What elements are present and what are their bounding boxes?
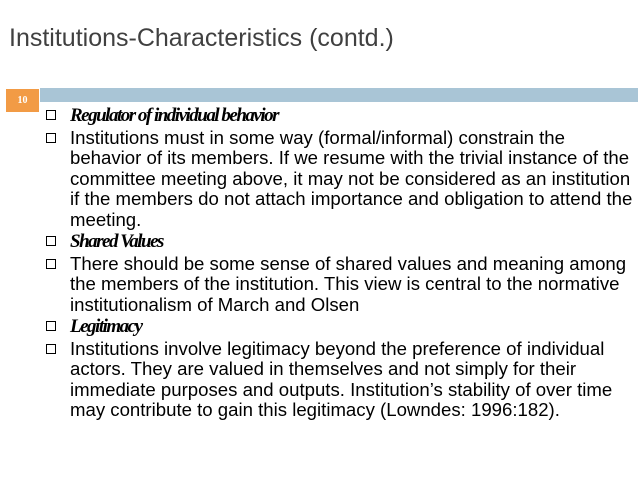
slide-title: Institutions-Characteristics (contd.) (9, 24, 394, 52)
bullet-text: There should be some sense of shared values and meaning among the members of the institution. This view is central to the normative institutionalism of March and Olsen (70, 252, 627, 315)
bullet-text: Institutions must in some way (formal/informal) constrain the behavior of its members. If we resume with the trivial instance of the committee meeting above, it may not be considered as an institution if the members do not attach importance and obligation to attend the meeting. (70, 126, 633, 230)
bullet-text: Shared Values (70, 231, 163, 252)
bullet-list (46, 105, 636, 422)
bullet-text: Institutions involve legitimacy beyond the preference of individual actors. They are valued in themselves and not simply for their immediate purposes and outputs. Institution’s stability of over time may contribute to gain this legitimacy (Lowndes: 1996:182). (70, 337, 613, 420)
square-bullet-icon (46, 236, 56, 246)
square-bullet-icon (46, 133, 56, 143)
bullet-body-regulator (46, 128, 636, 231)
square-bullet-icon (46, 110, 56, 120)
bullet-text: Regulator of individual behavior (70, 105, 278, 126)
square-bullet-icon (46, 259, 56, 269)
bullet-heading-shared-values (46, 231, 636, 253)
slide-number: 10 (6, 89, 39, 112)
bullet-heading-legitimacy (46, 316, 636, 338)
bullet-body-shared-values (46, 254, 636, 316)
header-divider (40, 88, 638, 102)
square-bullet-icon (46, 321, 56, 331)
bullet-text: Legitimacy (70, 316, 142, 337)
square-bullet-icon (46, 344, 56, 354)
bullet-body-legitimacy (46, 339, 636, 421)
bullet-heading-regulator (46, 105, 636, 127)
